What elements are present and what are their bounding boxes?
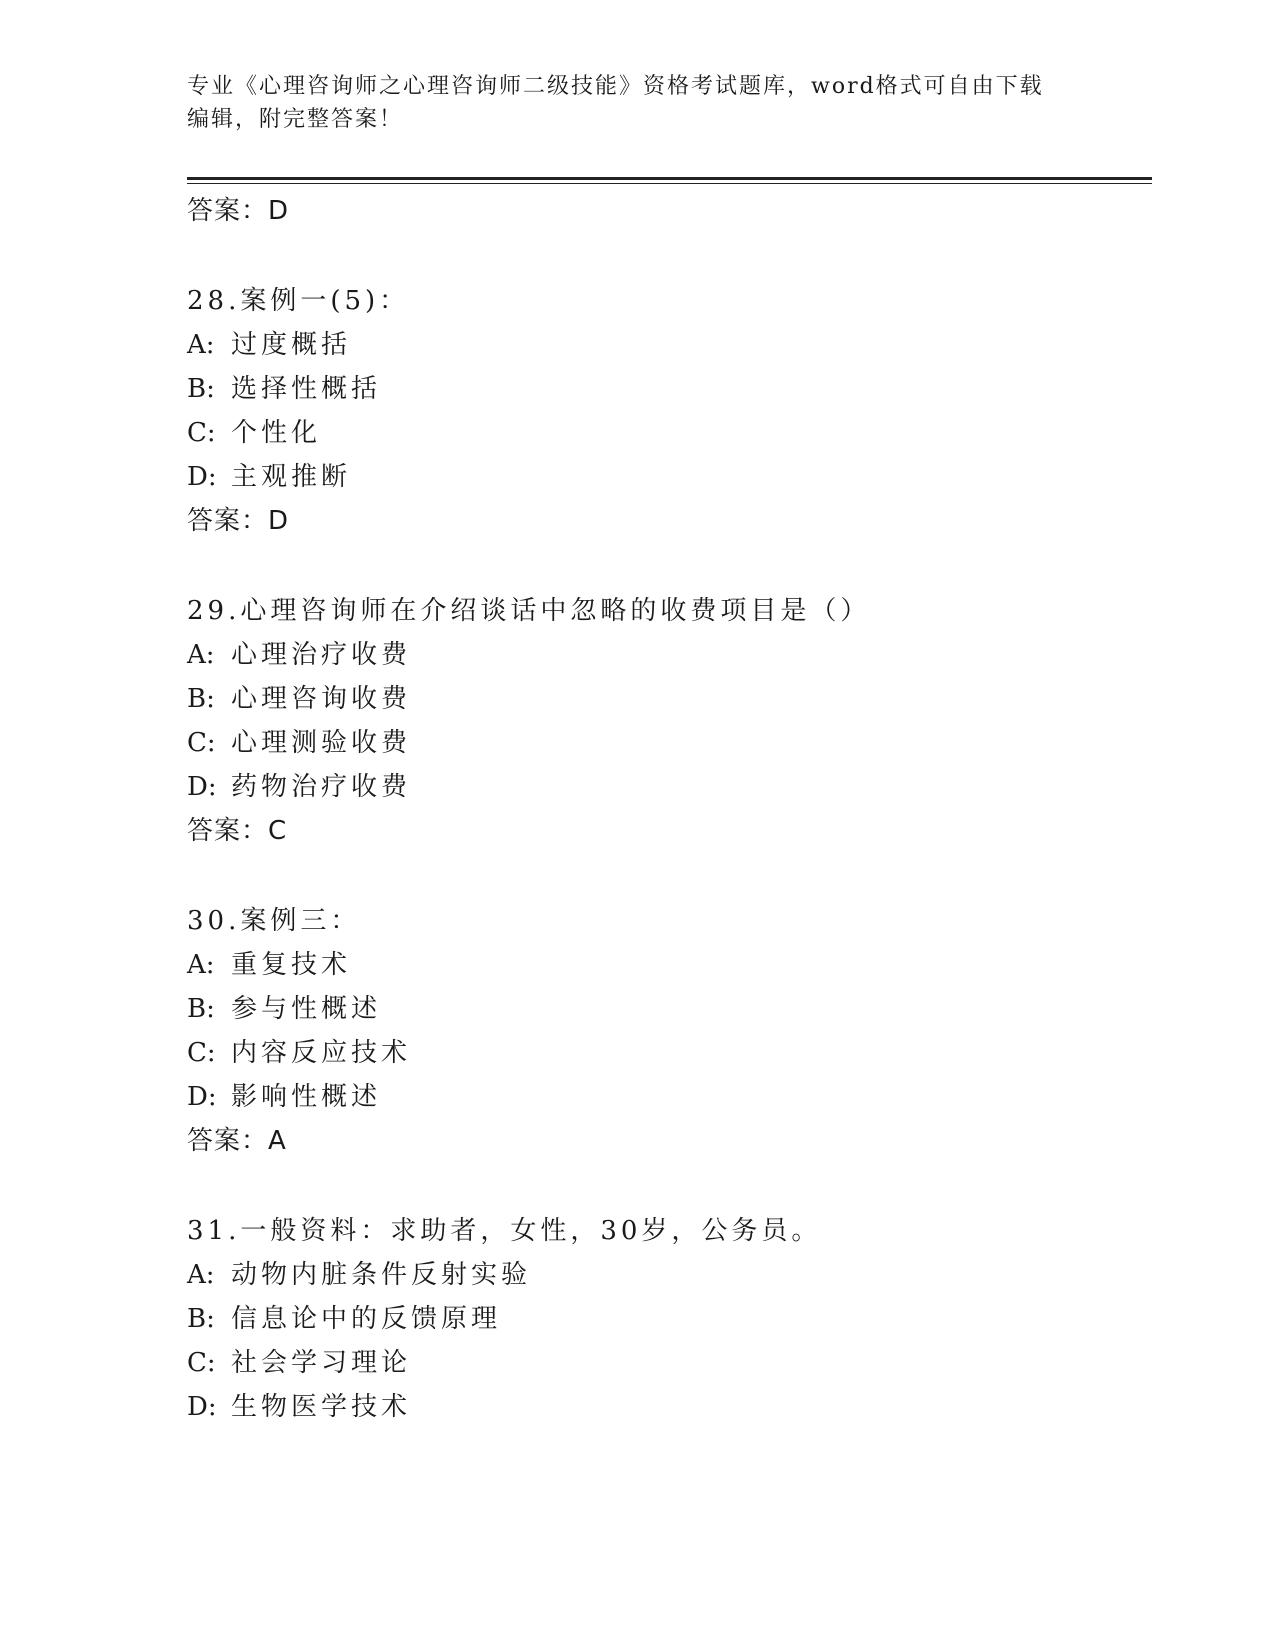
question-28-answer: 答案：D <box>187 506 290 536</box>
header-line-1: 专业《心理咨询师之心理咨询师二级技能》资格考试题库，word格式可自由下载 <box>187 74 1044 99</box>
question-29-option-a <box>187 634 411 671</box>
option-text: 信息论中的反馈原理 <box>231 1304 502 1334</box>
previous-answer: 答案：D <box>187 196 290 226</box>
option-text: 选择性概括 <box>231 374 382 404</box>
option-key: A: <box>187 950 215 980</box>
header-divider-thick <box>187 177 1152 180</box>
option-key: C: <box>187 1348 216 1378</box>
question-28-option-c <box>187 412 321 449</box>
option-key: B: <box>187 994 215 1024</box>
question-28-stem: 28.案例一(5)： <box>187 286 410 316</box>
question-31-option-b <box>187 1298 501 1335</box>
question-29-stem: 29.心理咨询师在介绍谈话中忽略的收费项目是（） <box>187 596 871 626</box>
question-31-option-d <box>187 1386 411 1423</box>
option-text: 个性化 <box>231 418 322 448</box>
question-29-option-d <box>187 766 411 803</box>
question-29-answer: 答案：C <box>187 816 288 846</box>
option-key: D: <box>187 1082 217 1112</box>
option-text: 影响性概述 <box>231 1082 382 1112</box>
option-key: D: <box>187 462 217 492</box>
option-key: C: <box>187 418 216 448</box>
question-30-stem: 30.案例三： <box>187 906 361 936</box>
option-key: B: <box>187 684 215 714</box>
question-30-option-b <box>187 988 381 1025</box>
option-text: 内容反应技术 <box>231 1038 412 1068</box>
option-text: 心理咨询收费 <box>231 684 412 714</box>
option-key: D: <box>187 1392 217 1422</box>
question-28-option-d <box>187 456 351 493</box>
question-30-answer: 答案：A <box>187 1126 287 1156</box>
option-text: 主观推断 <box>231 462 352 492</box>
question-28-option-a <box>187 324 351 361</box>
question-31-option-c <box>187 1342 411 1379</box>
option-text: 心理测验收费 <box>231 728 412 758</box>
option-key: C: <box>187 728 216 758</box>
question-29-option-b <box>187 678 411 715</box>
option-text: 心理治疗收费 <box>231 640 412 670</box>
option-key: D: <box>187 772 217 802</box>
option-key: B: <box>187 1304 215 1334</box>
option-text: 社会学习理论 <box>231 1348 412 1378</box>
question-29-option-c <box>187 722 411 759</box>
option-text: 动物内脏条件反射实验 <box>231 1260 532 1290</box>
document-header <box>187 70 1067 136</box>
header-divider-thin <box>187 183 1152 184</box>
option-key: A: <box>187 1260 215 1290</box>
option-text: 药物治疗收费 <box>231 772 412 802</box>
option-key: B: <box>187 374 215 404</box>
option-key: A: <box>187 330 215 360</box>
question-31-option-a <box>187 1254 531 1291</box>
option-text: 参与性概述 <box>231 994 382 1024</box>
option-key: A: <box>187 640 215 670</box>
option-key: C: <box>187 1038 216 1068</box>
option-text: 生物医学技术 <box>231 1392 412 1422</box>
question-30-option-a <box>187 944 351 981</box>
option-text: 过度概括 <box>231 330 352 360</box>
question-30-option-d <box>187 1076 381 1113</box>
question-30-option-c <box>187 1032 411 1069</box>
question-31-stem: 31.一般资料：求助者，女性，30岁，公务员。 <box>187 1216 822 1246</box>
question-28-option-b <box>187 368 381 405</box>
option-text: 重复技术 <box>231 950 352 980</box>
header-line-2: 编辑，附完整答案！ <box>187 107 404 132</box>
